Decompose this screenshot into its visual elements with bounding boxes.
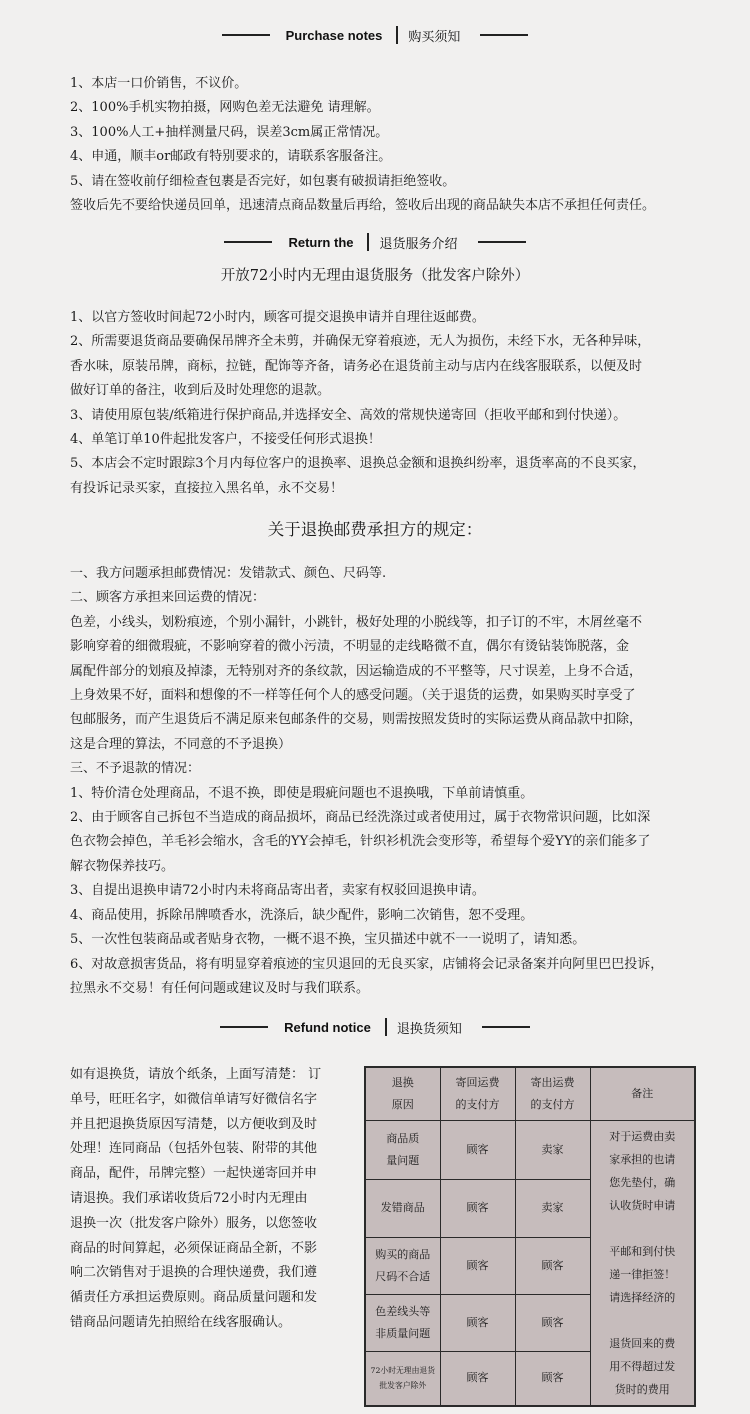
return-payer-cell: 顾客 [440, 1179, 515, 1237]
list-item: 4、申通，顺丰or邮政有特别要求的，请联系客服备注。 [70, 149, 392, 165]
list-item: 做好订单的备注，收到后及时处理您的退款。 [70, 383, 331, 399]
note-line: 家承担的也请 [609, 1152, 676, 1166]
cell-text: 量问题 [386, 1153, 420, 1167]
list-item: 6、对故意损害货品，将有明显穿着痕迹的宝贝退回的无良买家，店铺将会记录备案并向阿里巴巴投诉， [70, 956, 664, 972]
header-cell-send-payer [515, 1067, 590, 1120]
return-payer-cell: 顾客 [440, 1120, 515, 1179]
send-payer-cell: 顾客 [515, 1237, 590, 1294]
send-payer-cell: 卖家 [515, 1120, 590, 1179]
purchase-notes-title-cn: 购买须知 [408, 29, 461, 45]
return-payer-cell: 顾客 [440, 1351, 515, 1405]
list-item: 三、不予退款的情况： [70, 761, 201, 777]
list-item: 5、请在签收前仔细检查包裹是否完好，如包裹有破损请拒绝签收。 [70, 173, 456, 189]
instruction-line: 请退换。我们承诺收货后72小时内无理由 [70, 1190, 308, 1206]
cell-text: 发错商品 [380, 1201, 425, 1215]
send-payer-cell: 顾客 [515, 1294, 590, 1351]
note-line: 平邮和到付快 [609, 1244, 676, 1258]
header-text: 的支付方 [455, 1097, 500, 1111]
header-text: 寄回运费 [455, 1075, 500, 1089]
note-line: 对于运费由卖 [609, 1129, 676, 1143]
postage-rules-list [70, 562, 710, 1001]
table-header-row [365, 1067, 695, 1120]
return-service-title-cn: 退货服务介绍 [379, 236, 458, 252]
send-payer-cell: 顾客 [515, 1351, 590, 1405]
note-line: 退货回来的费 [609, 1336, 676, 1350]
reason-cell [365, 1179, 440, 1237]
refund-notice-title-en: Refund notice [284, 1019, 371, 1035]
purchase-notes-title-en: Purchase notes [285, 27, 383, 43]
note-line: 用不得超过发 [609, 1359, 676, 1373]
cell-text: 非质量问题 [375, 1326, 431, 1340]
instruction-line: 循责任方承担运费原则。商品质量问题和发 [70, 1290, 318, 1306]
divider-line [220, 1026, 268, 1028]
cell-text: 尺码不合适 [375, 1269, 431, 1283]
refund-notice-header [0, 1015, 750, 1039]
note-line [597, 1217, 689, 1240]
header-text: 原因 [391, 1097, 414, 1111]
list-item: 包邮服务，而产生退货后不满足原来包邮条件的交易，则需按照发货时的实际运费从商品款中扣除， [70, 712, 643, 728]
divider-line [478, 241, 526, 243]
refund-notice-title-cn: 退换货须知 [396, 1021, 462, 1037]
list-item: 解衣物保养技巧。 [70, 858, 175, 874]
list-item: 签收后先不要给快递员回单，迅速清点商品数量后再给，签收后出现的商品缺失本店不承担任何责任。 [70, 198, 656, 214]
title-separator [367, 233, 369, 251]
purchase-notes-list [70, 72, 710, 218]
list-item: 有投诉记录买家，直接拉入黑名单，永不交易！ [70, 480, 344, 496]
return-payer-cell: 顾客 [440, 1294, 515, 1351]
divider-line [224, 241, 272, 243]
list-item: 3、请使用原包装/纸箱进行保护商品,并选择安全、高效的常规快递寄回（拒收平邮和到付快递）。 [70, 407, 627, 423]
instruction-line: 如有退换货，请放个纸条，上面写清楚： 订 [70, 1067, 322, 1082]
list-item: 4、单笔订单10件起批发客户，不接受任何形式退换！ [70, 432, 381, 448]
list-item: 4、商品使用，拆除吊牌喷香水，洗涤后，缺少配件，影响二次销售，恕不受理。 [70, 907, 534, 923]
divider-line [480, 34, 528, 36]
instruction-line: 商品，配件，吊牌完整）一起快递寄回并申 [70, 1166, 318, 1182]
instruction-line: 响二次销售对于退换的合理快递费，我们遵 [70, 1265, 318, 1281]
header-cell-notes [590, 1067, 695, 1120]
instruction-line: 处理！连同商品（包括外包装、附带的其他 [70, 1141, 318, 1157]
instruction-line: 错商品问题请先拍照给在线客服确认。 [70, 1314, 292, 1330]
reason-cell [365, 1351, 440, 1405]
return-service-title-en: Return the [288, 234, 354, 250]
list-item: 3、100%人工+抽样测量尺码，误差3cm属正常情况。 [70, 124, 389, 140]
list-item: 2、所需要退货商品要确保吊牌齐全未剪，并确保无穿着痕迹，无人为损伤，未经下水，无各种异味， [70, 334, 651, 350]
list-item: 1、本店一口价销售，不议价。 [70, 76, 248, 91]
list-item: 3、自提出退换申请72小时内未将商品寄出者，卖家有权驳回退换申请。 [70, 883, 485, 899]
reason-cell [365, 1294, 440, 1351]
note-line: 递一律拒签！ [609, 1267, 676, 1281]
return-payer-cell: 顾客 [440, 1237, 515, 1294]
cell-text: 色差线头等 [375, 1304, 431, 1318]
list-item: 这是合理的算法，不同意的不予退换） [70, 736, 292, 752]
purchase-notes-header [0, 23, 750, 47]
title-separator [385, 1018, 387, 1036]
list-item: 二、顾客方承担来回运费的情况： [70, 590, 266, 606]
return-service-list [70, 306, 710, 501]
note-line [597, 1309, 689, 1332]
instruction-line: 退换一次（批发客户除外）服务，以您签收 [70, 1215, 318, 1231]
header-text: 退换 [391, 1075, 414, 1089]
refund-instructions [70, 1063, 342, 1336]
list-item: 上身效果不好，面料和想像的不一样等任何个人的感受问题。（关于退货的运费，如果购买时享受了 [70, 688, 636, 704]
list-item: 5、本店会不定时跟踪3个月内每位客户的退换率、退换总金额和退换纠纷率，退货率高的不良买家， [70, 456, 646, 472]
cell-text: 商品质 [386, 1131, 420, 1145]
list-item: 2、100%手机实物拍摄，网购色差无法避免 请理解。 [70, 100, 380, 116]
list-item: 色衣物会掉色，羊毛衫会缩水，含毛的YY会掉毛，针织衫机洗会变形等，希望每个爱YY的亲们能多了 [70, 834, 651, 850]
notes-cell [590, 1120, 695, 1406]
instruction-line: 并且把退换货原因写清楚，以方便收到及时 [70, 1116, 318, 1132]
header-cell-reason [365, 1067, 440, 1120]
list-item: 色差，小线头，划粉痕迹，个别小漏针，小跳针，极好处理的小脱线等，扣子订的不牢，木屑丝毫不 [70, 614, 643, 630]
list-item: 1、以官方签收时间起72小时内，顾客可提交退换申请并自理往返邮费。 [70, 310, 485, 325]
divider-line [482, 1026, 530, 1028]
return-service-subtitle: 开放72小时内无理由退货服务（批发客户除外） [220, 268, 530, 284]
list-item: 香水味，原装吊牌，商标，拉链，配饰等齐备，请务必在退货前主动与店内在线客服联系，以便及时 [70, 358, 643, 374]
list-item: 5、一次性包装商品或者贴身衣物，一概不退不换，宝贝描述中就不一一说明了，请知悉。 [70, 932, 586, 948]
note-line: 请选择经济的 [609, 1290, 676, 1304]
list-item: 影响穿着的细微瑕疵，不影响穿着的微小污渍，不明显的走线略微不直，偶尔有烫钻装饰脱落，金 [70, 639, 630, 655]
cell-text: 购买的商品 [375, 1247, 431, 1261]
header-text: 寄出运费 [530, 1075, 575, 1089]
note-line: 您先垫付，确 [609, 1175, 676, 1189]
instruction-line: 单号，旺旺名字，如微信单请写好微信名字 [70, 1091, 318, 1107]
table-row [365, 1120, 695, 1179]
title-separator [396, 26, 398, 44]
reason-cell [365, 1120, 440, 1179]
return-service-header [0, 230, 750, 254]
instruction-line: 商品的时间算起，必须保证商品全新，不影 [70, 1240, 318, 1256]
note-line: 货时的费用 [614, 1382, 670, 1396]
list-item: 拉黑永不交易！有任何问题或建议及时与我们联系。 [70, 980, 370, 996]
send-payer-cell: 卖家 [515, 1179, 590, 1237]
header-text: 的支付方 [530, 1097, 575, 1111]
cell-text: 72小时无理由退货 [370, 1366, 435, 1376]
header-cell-return-payer [440, 1067, 515, 1120]
list-item: 2、由于顾客自己拆包不当造成的商品损坏，商品已经洗涤过或者使用过，属于衣物常识问题，比如深 [70, 810, 651, 826]
return-shipping-table [364, 1066, 696, 1407]
cell-text: 批发客户除外 [379, 1381, 427, 1391]
list-item: 属配件部分的划痕及掉漆，无特别对齐的条纹款，因运输造成的不平整等，尺寸误差，上身不合适， [70, 663, 643, 679]
list-item: 1、特价清仓处理商品，不退不换，即使是瑕疵问题也不退换哦，下单前请慎重。 [70, 785, 534, 801]
divider-line [222, 34, 270, 36]
list-item: 一、我方问题承担邮费情况：发错款式、颜色、尺码等. [70, 566, 387, 581]
postage-rules-title: 关于退换邮费承担方的规定： [267, 520, 483, 539]
header-text: 备注 [631, 1086, 654, 1100]
note-line: 认收货时申请 [609, 1198, 676, 1212]
reason-cell [365, 1237, 440, 1294]
